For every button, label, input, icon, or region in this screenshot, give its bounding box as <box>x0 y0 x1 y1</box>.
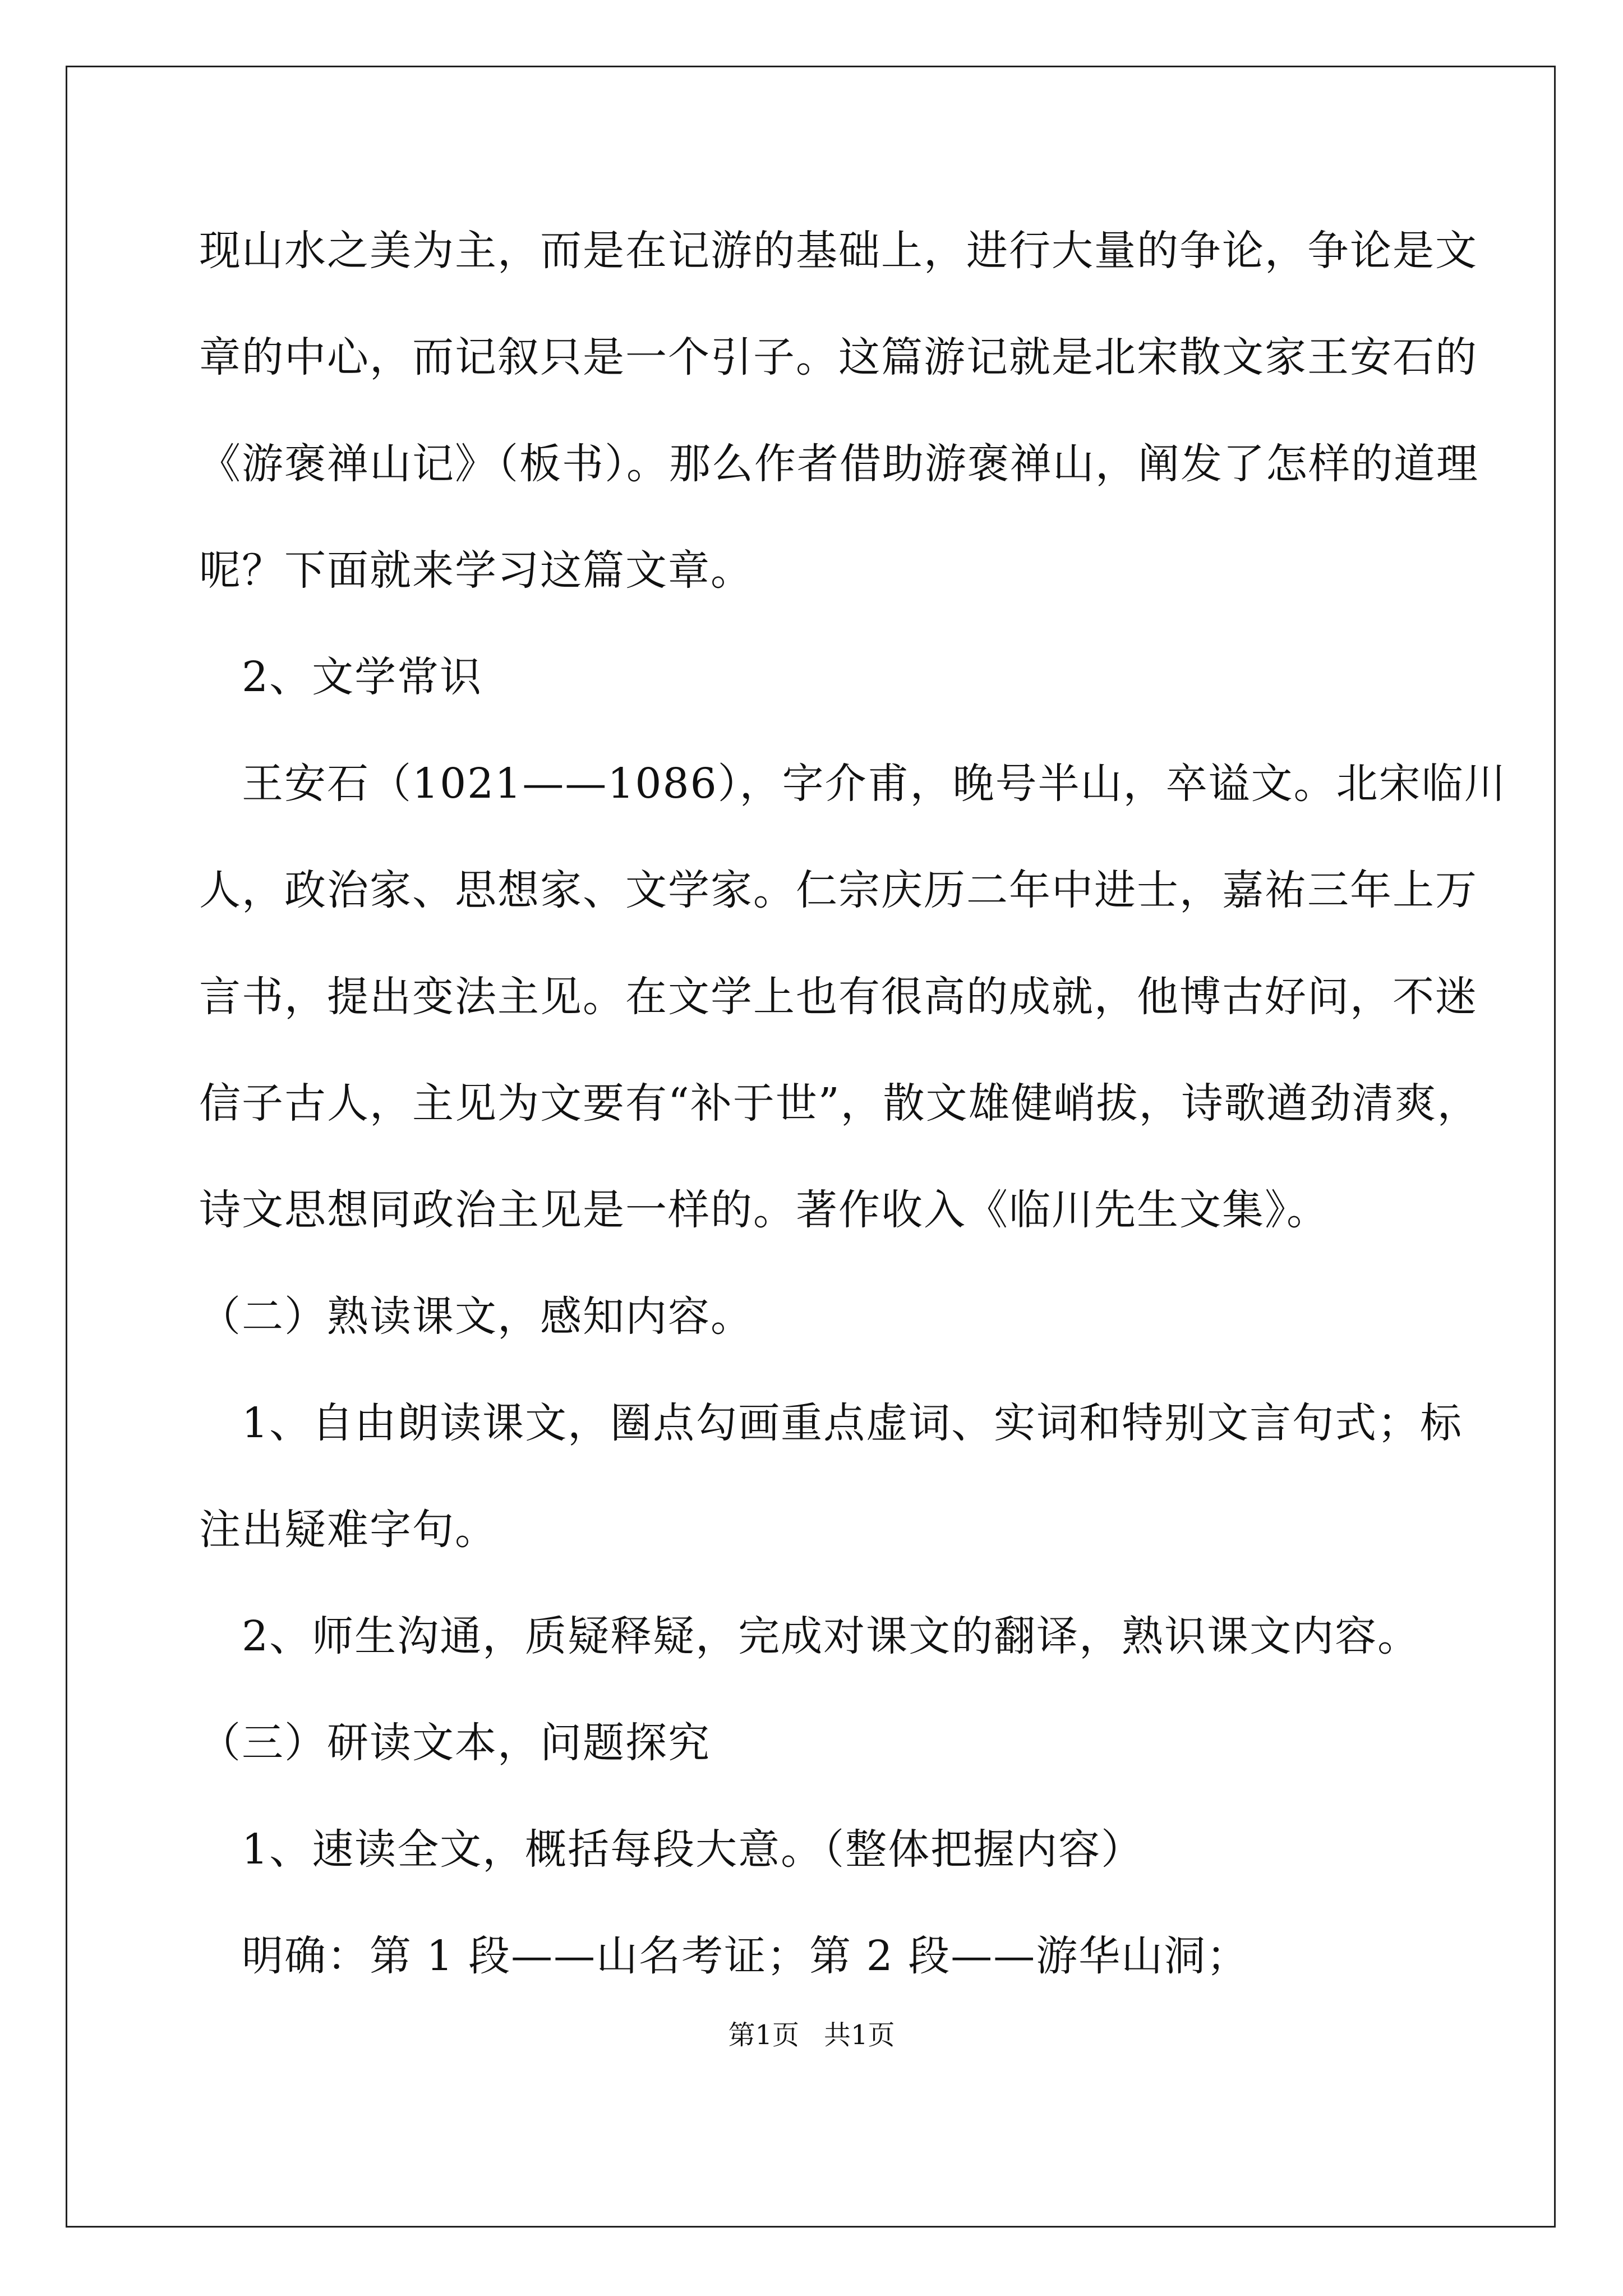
body-line: 诗文思想同政治主见是一样的。著作收入《临川先生文集》。 <box>199 1186 1329 1234</box>
body-line: 1、自由朗读课文，圈点勾画重点虚词、实词和特别文言句式；标 <box>199 1399 1463 1447</box>
body-line: 现山水之美为主，而是在记游的基础上，进行大量的争论，争论是文 <box>199 227 1478 275</box>
page-border <box>66 66 1556 2228</box>
page-total: 共1页 <box>824 2019 895 2051</box>
body-line: 信子古人，主见为文要有“补于世”，散文雄健峭拔，诗歌遒劲清爽， <box>199 1079 1480 1128</box>
body-line: 王安石（1021——1086），字介甫，晚号半山，卒谥文。北宋临川 <box>199 760 1507 808</box>
body-line: 1、速读全文，概括每段大意。（整体把握内容） <box>199 1825 1144 1874</box>
page-footer <box>0 2018 1623 2052</box>
body-line: 2、师生沟通，质疑释疑，完成对课文的翻译，熟识课文内容。 <box>199 1612 1421 1660</box>
body-line: 明确：第 1 段——山名考证；第 2 段——游华山洞； <box>199 1932 1249 1980</box>
body-line: 《游褒禅山记》（板书）。那么作者借助游褒禅山，阐发了怎样的道理 <box>199 440 1479 488</box>
section-heading: 2、文学常识 <box>199 653 483 701</box>
body-line: 章的中心，而记叙只是一个引子。这篇游记就是北宋散文家王安石的 <box>199 333 1478 381</box>
page-number: 第1页 <box>728 2019 799 2051</box>
body-line: 呢？下面就来学习这篇文章。 <box>199 546 753 595</box>
body-line: 注出疑难字句。 <box>199 1506 497 1554</box>
section-heading: （三）研读文本，问题探究 <box>199 1719 711 1767</box>
section-heading: （二）熟读课文，感知内容。 <box>199 1292 753 1341</box>
body-line: 人，政治家、思想家、文学家。仁宗庆历二年中进士，嘉祐三年上万 <box>199 866 1478 914</box>
body-line: 言书，提出变法主见。在文学上也有很高的成就，他博古好问，不迷 <box>199 973 1478 1021</box>
